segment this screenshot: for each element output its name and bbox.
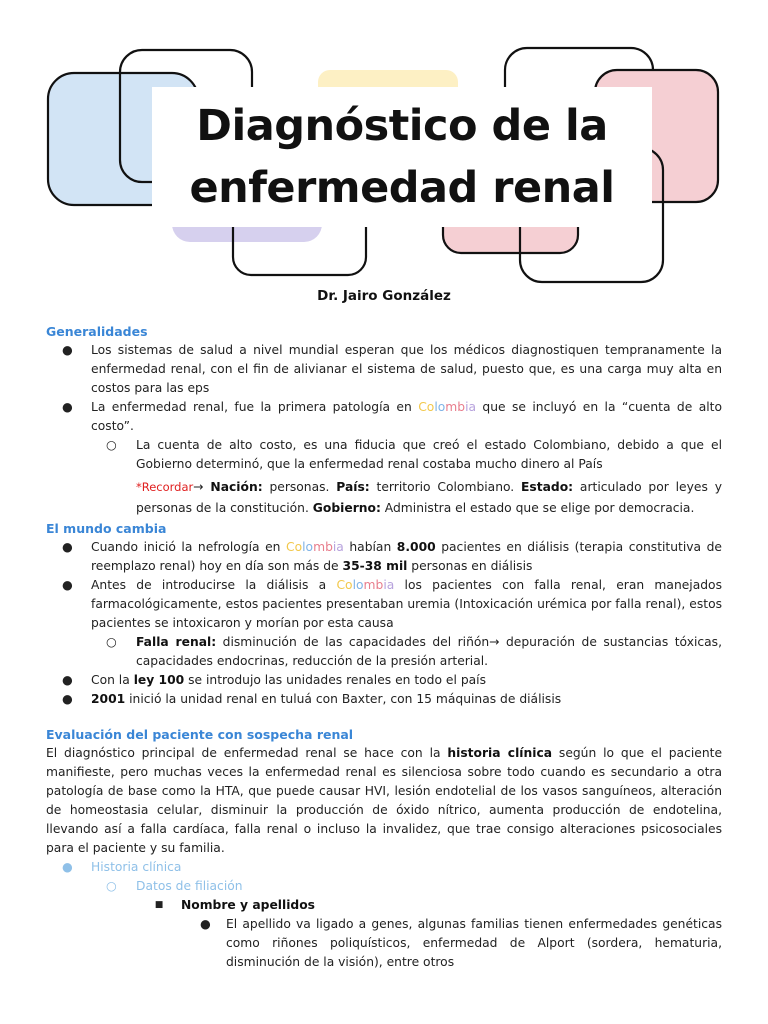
bullet-dot-icon: ● (62, 540, 73, 554)
page-title-line-1: Diagnóstico de la (196, 101, 608, 151)
list-item: ● El apellido va ligado a genes, algunas familias tienen enfermedades genéticas como riñones poliquísticos, enfermedad de Alport (sordera, hematuria, disminución de la visión), entre otros (200, 917, 722, 969)
list-item: ● La enfermedad renal, fue la primera patología en Colombia que se incluyó en la “cuenta de alto costo”. (62, 400, 722, 433)
list-item: ● Cuando inició la nefrología en Colombia habían 8.000 pacientes en diálisis (terapia constitutiva de reemplazo renal) hoy en día son más de 35-38 mil personas en diálisis (62, 540, 722, 573)
recordar-note: *Recordar→ Nación: personas. País: territorio Colombiano. Estado: articulado por leyes y personas de la constitución. Gobierno: Administra el estado que se elige por democracia. (136, 480, 722, 515)
document-body (46, 322, 722, 972)
list-item-historia-clinica: ● Historia clínica (46, 858, 722, 877)
paragraph: El diagnóstico principal de enfermedad renal se hace con la historia clínica según lo que el paciente manifieste, pero muchas veces la enfermedad renal es silenciosa sobre todo cuando es secundario a otra patología de base como la HTA, que puede causar HVI, lesión endotelial de los vasos sanguíneos, alteración de homeostasia celular, disminuir la producción de óxido nítrico, aumenta producción de endotelina, llevando así a falla cardíaca, falla renal o incluso la invalidez, que trae consigo alteraciones psicosociales para el paciente y su familia. (46, 746, 723, 855)
title-box (152, 87, 652, 227)
list-item: ● Antes de introducirse la diálisis a Colombia los pacientes con falla renal, eran manejados farmacológicamente, estos pacientes presentaban uremia (Intoxicación urémica por falla renal), estos pacientes se intoxicaron y morían por esta causa (62, 578, 722, 630)
list-item-nombre-apellidos: ■ Nombre y apellidos (46, 896, 722, 915)
list-item: ○ Falla renal: disminución de las capacidades del riñón→ depuración de sustancias tóxicas, capacidades endocrinas, reducción de la presión arterial. (106, 635, 723, 668)
bullet-square-icon: ■ (154, 900, 164, 910)
page-title-line-2: enfermedad renal (189, 163, 615, 213)
list-item: ● Los sistemas de salud a nivel mundial esperan que los médicos diagnostiquen tempranamente la enfermedad renal, con el fin de alivianar el sistema de salud, puesto que, es una carga muy alta en costos para las eps (62, 343, 722, 395)
bullet-dot-icon: ● (62, 578, 73, 592)
bullet-dot-icon: ● (62, 343, 73, 357)
colombia-word: Colombia (286, 540, 344, 554)
colombia-word: Colombia (418, 400, 477, 414)
heading-evaluacion: Evaluación del paciente con sospecha renal (46, 727, 354, 742)
bullet-dot-icon: ● (62, 692, 73, 706)
heading-mundo-cambia: El mundo cambia (46, 521, 167, 536)
list-item-datos-filiacion: ○ Datos de filiación (46, 877, 722, 896)
bullet-dot-icon: ● (62, 860, 73, 874)
author: Dr. Jairo González (317, 288, 451, 304)
bullet-dot-icon: ● (62, 673, 73, 687)
bullet-dot-icon: ● (200, 917, 211, 931)
colombia-word: Colombia (336, 578, 395, 592)
list-item: ● Con la ley 100 se introdujo las unidades renales en todo el país (46, 671, 722, 690)
arrow-icon: → (193, 480, 204, 494)
bullet-dot-icon: ● (62, 400, 73, 414)
bullet-circle-icon: ○ (106, 879, 117, 893)
bullet-circle-icon: ○ (106, 635, 117, 649)
bullet-circle-icon: ○ (106, 438, 117, 452)
list-item: ● 2001 inició la unidad renal en tuluá con Baxter, con 15 máquinas de diálisis (46, 690, 722, 709)
heading-generalidades: Generalidades (46, 324, 148, 339)
list-item: ○ La cuenta de alto costo, es una fiducia que creó el estado Colombiano, debido a que el Gobierno determinó, que la enfermedad renal costaba mucho dinero al País *Recordar→ Nación: personas. País: territorio Colombiano. Estado: articulado por leyes y personas de la constitución. Gobierno: Administra el estado que se elige por democracia. (46, 436, 722, 519)
